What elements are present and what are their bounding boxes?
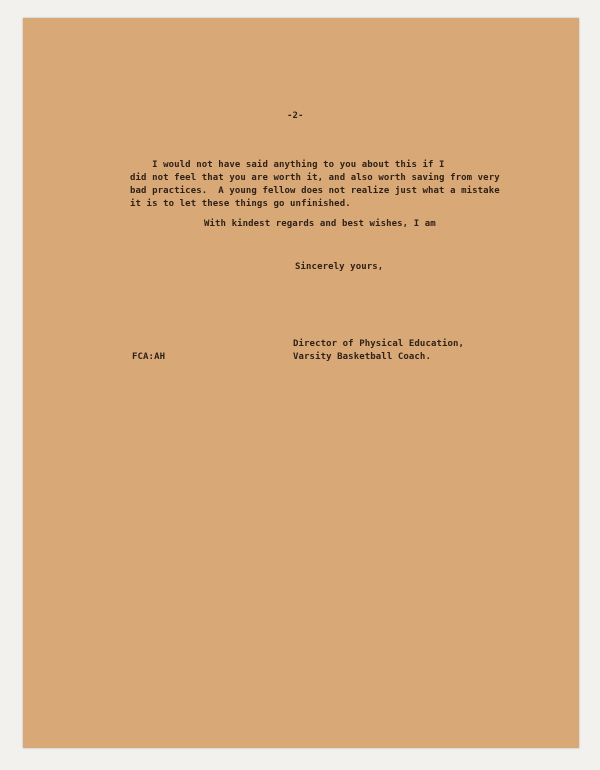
letter-page [23, 18, 579, 748]
body-line: it is to let these things go unfinished. [130, 199, 351, 209]
signature-title: Varsity Basketball Coach. [293, 352, 431, 362]
body-line: bad practices. A young fellow does not realize just what a mistake [130, 186, 500, 196]
reference-initials: FCA:AH [132, 352, 166, 362]
complimentary-close: Sincerely yours, [295, 262, 384, 272]
body-line: did not feel that you are worth it, and also worth saving from very [130, 173, 500, 183]
body-paragraph [130, 159, 500, 211]
signature-block [293, 338, 464, 364]
body-line: I would not have said anything to you about this if I [130, 160, 445, 170]
closing-line: With kindest regards and best wishes, I am [204, 219, 436, 229]
page-number: -2- [287, 111, 304, 121]
signature-title: Director of Physical Education, [293, 339, 465, 349]
